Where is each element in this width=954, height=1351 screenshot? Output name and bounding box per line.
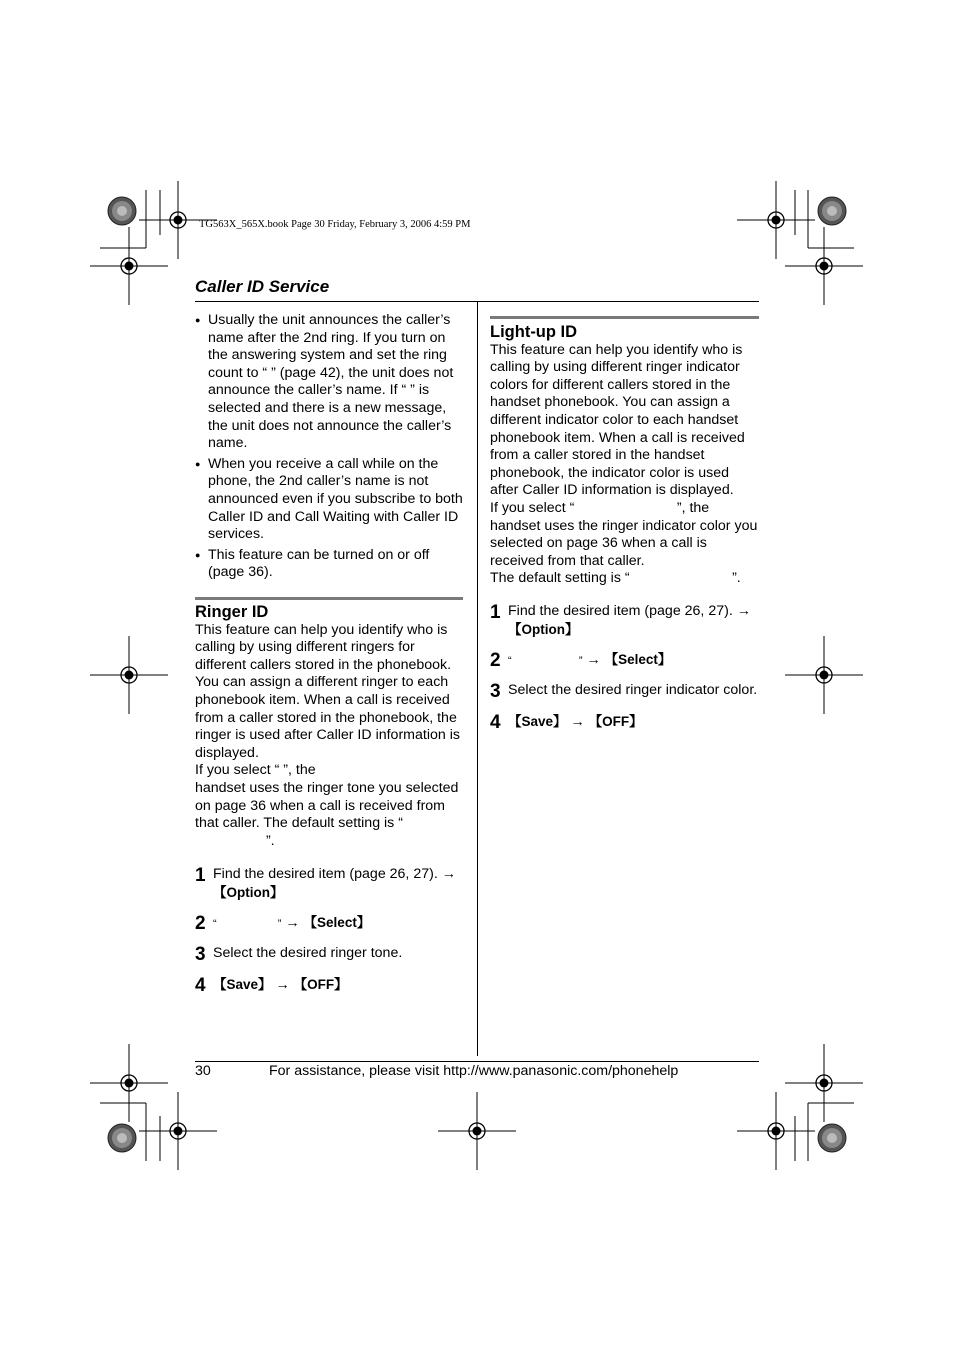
body-line: ”. [195, 832, 275, 849]
assistance-text: For assistance, please visit http://www.panasonic.com/phonehelp [269, 1063, 679, 1079]
body-line: phonebook, the indicator color is used [490, 464, 729, 481]
arrow-icon: → [285, 915, 300, 931]
select-key: 【Select】 [303, 915, 371, 930]
save-key: 【Save】 [508, 714, 567, 729]
step-number: 1 [490, 602, 501, 623]
arrow-icon: → [441, 866, 456, 882]
body-line: handset uses the ringer tone you selected [195, 779, 459, 796]
ringer-id-bar [195, 597, 463, 600]
step-number: 4 [490, 712, 501, 733]
arrow-icon: → [736, 603, 751, 619]
arrow-icon: → [570, 714, 585, 730]
arrow-icon: → [275, 977, 290, 993]
bullet-item: ● This feature can be turned on or off (page 36). [195, 547, 463, 582]
select-key: 【Select】 [604, 652, 672, 667]
footer-rule [195, 1061, 759, 1062]
body-line: calling by using different ringer indicator [490, 359, 740, 376]
body-line: different callers stored in the phonebook. [195, 656, 452, 673]
ringer-id-heading: Ringer ID [195, 603, 269, 621]
step-text: “ ” [213, 918, 282, 930]
option-key: 【Option】 [213, 884, 284, 900]
body-line: colors for different callers stored in the [490, 376, 731, 393]
body-line: This feature can help you identify who is [490, 341, 743, 358]
ringer-step-1 [195, 866, 465, 902]
column-divider [477, 302, 478, 1056]
light-up-id-heading: Light-up ID [490, 323, 578, 341]
lightup-step-1 [490, 603, 762, 639]
step-text: Find the desired item (page 26, 27). [508, 603, 733, 619]
off-key: 【OFF】 [588, 714, 643, 729]
body-line: received from that caller. [490, 552, 645, 569]
section-title: Caller ID Service [195, 277, 330, 296]
lightup-step-2 [490, 651, 762, 671]
body-line: different indicator color to each handset [490, 411, 739, 428]
arrow-icon: → [586, 652, 601, 668]
save-key: 【Save】 [213, 977, 272, 992]
print-header: TG563X_565X.book Page 30 Friday, February 3, 2006 4:59 PM [199, 219, 471, 230]
body-line: on page 36 when a call is received from [195, 797, 445, 814]
step-number: 1 [195, 865, 206, 886]
body-line: ringer is used after Caller ID information is [195, 727, 460, 744]
ringer-step-3 [195, 945, 465, 963]
body-line: displayed. [195, 744, 259, 761]
step-number: 3 [195, 944, 206, 965]
light-up-id-bar [490, 316, 759, 319]
body-line: The default setting is “ ”. [490, 570, 741, 587]
body-line: from a caller stored in the phonebook, the [195, 709, 457, 726]
step-text: Select the desired ringer indicator color. [508, 682, 758, 698]
ringer-id-section [195, 604, 465, 850]
step-text: Select the desired ringer tone. [213, 945, 403, 961]
body-line: handset phonebook. You can assign a [490, 394, 730, 411]
option-key: 【Option】 [508, 621, 579, 637]
body-line: handset uses the ringer indicator color you [490, 517, 758, 534]
step-text: “ ” [508, 655, 583, 667]
body-line: phonebook item. When a call is received [195, 691, 450, 708]
body-line: selected on page 36 when a call is [490, 535, 707, 552]
step-number: 4 [195, 975, 206, 996]
body-line: This feature can help you identify who is [195, 621, 448, 638]
step-number: 3 [490, 681, 501, 702]
left-column [195, 312, 463, 585]
light-up-id-section [490, 324, 762, 588]
body-line: that caller. The default setting is “ [195, 815, 403, 832]
body-line: after Caller ID information is displayed. [490, 482, 734, 499]
body-line: from a caller stored in the handset [490, 447, 705, 464]
page-number: 30 [195, 1063, 211, 1079]
bullet-item: ● Usually the unit announces the caller’s name after the 2nd ring. If you turn on the answering system and set the ring count to “ ” (page 42), the unit does not announce the caller’s name. If “ ” is selected and there is a new message, the unit does not announce the caller’s name. [195, 312, 463, 453]
lightup-step-3 [490, 682, 762, 700]
lightup-step-4 [490, 713, 762, 732]
body-line: You can assign a different ringer to each [195, 674, 449, 691]
body-line: calling by using different ringers for [195, 639, 415, 656]
step-text: Find the desired item (page 26, 27). [213, 866, 438, 882]
off-key: 【OFF】 [293, 977, 348, 992]
body-line: If you select “ ”, the [195, 762, 316, 779]
bullet-item: ● When you receive a call while on the phone, the 2nd caller’s name is not announced even if you subscribe to both Caller ID and Call Waiting with Caller ID services. [195, 456, 463, 544]
ringer-step-4 [195, 976, 465, 995]
ringer-step-2 [195, 914, 465, 934]
step-number: 2 [195, 913, 206, 934]
body-line: phonebook item. When a call is received [490, 429, 745, 446]
body-line: If you select “ ”, the [490, 499, 710, 516]
step-number: 2 [490, 650, 501, 671]
